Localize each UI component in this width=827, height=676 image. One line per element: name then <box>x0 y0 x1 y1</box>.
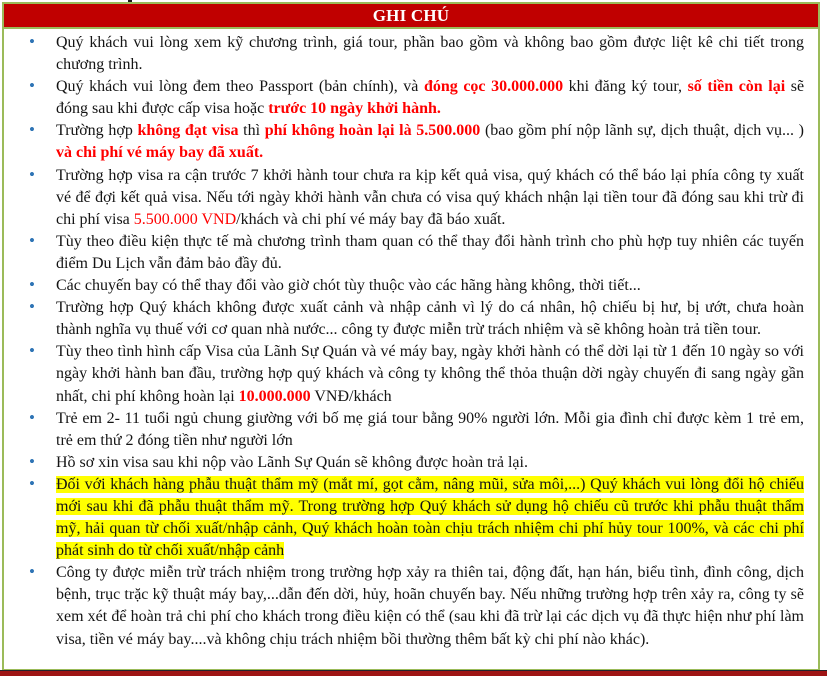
bullet-icon: • <box>29 407 35 427</box>
note-text <box>56 476 804 559</box>
list-item <box>4 120 804 164</box>
note-text-segment: Đối với khách hàng phẫu thuật thẩm mỹ (mắt mí, gọt cằm, nâng mũi, sửa môi,...) Quý khách vui lòng đổi hộ chiếu mới sau khi đã phẫu thuật thẩm mỹ. Trong trường hợp Quý khách sử dụng hộ chiếu cũ trước khi phẫu thuật thẩm mỹ, hải quan từ chối xuất/nhập cảnh, Quý khách hoàn toàn chịu trách nhiệm chi phí hủy tour 100%, và các chi phí phát sinh do từ chối xuất/nhập cảnh <box>56 475 804 560</box>
note-text <box>56 277 641 294</box>
note-text-emphasis: 5.500.000 VND <box>133 210 237 228</box>
note-text-segment: Trường hợp <box>56 122 138 140</box>
note-text-segment: Công ty được miễn trừ trách nhiệm trong trường hợp xảy ra thiên tai, động đất, hạn hán, biểu tình, đình công, dịch bệnh, trục trặc kỹ thuật máy bay,...dẫn đến dời, hủy, hoãn chuyến bay. Nếu những trường hợp trên xảy ra, công ty sẽ xem xét để hoàn trả chi phí cho khách trong điều kiện có thể (sau khi đã trừ lại các dịch vụ đã thực hiện như phí làm visa, tiền vé máy bay....và không chịu trách nhiệm bồi thường thêm bất kỳ chi phí nào khác). <box>56 564 804 648</box>
note-text-emphasis: không đạt visa <box>137 122 239 140</box>
note-text <box>56 78 804 117</box>
note-text-segment: Trẻ em 2- 11 tuổi ngủ chung giường với bố mẹ giá tour bằng 90% người lớn. Mỗi gia đình chỉ được kèm 1 trẻ em, trẻ em thứ 2 đóng tiền như người lớn <box>56 409 804 449</box>
list-item <box>4 297 804 341</box>
list-item <box>4 474 804 562</box>
list-item <box>4 275 804 297</box>
note-text-segment: VNĐ/khách <box>310 387 392 405</box>
list-item <box>4 408 804 452</box>
bullet-icon: • <box>29 473 35 493</box>
notes-title: GHI CHÚ <box>372 5 450 25</box>
bullet-icon: • <box>29 230 35 250</box>
note-text-segment: Quý khách vui lòng xem kỹ chương trình, giá tour, phần bao gồm và không bao gồm được liệt kê chi tiết trong chương trình. <box>56 34 804 74</box>
note-text-segment: sẽ đóng sau khi được cấp visa hoặc <box>56 78 805 118</box>
note-text-emphasis: 10.000.000 <box>238 387 311 405</box>
note-text-emphasis: số tiền còn lại <box>687 78 786 96</box>
bullet-icon: • <box>29 76 35 96</box>
bullet-icon: • <box>29 275 35 295</box>
bullet-icon: • <box>29 562 35 582</box>
note-text-segment: Quý khách vui lòng đem theo Passport (bản chính), và <box>56 78 424 96</box>
notes-header <box>4 4 818 29</box>
note-text <box>56 564 804 647</box>
bullet-icon: • <box>29 164 35 184</box>
bullet-icon: • <box>29 341 35 361</box>
note-text-segment: Các chuyến bay có thể thay đổi vào giờ chót tùy thuộc vào các hãng hàng không, thời tiết... <box>56 277 641 295</box>
note-text <box>56 343 804 404</box>
bullet-icon: • <box>29 297 35 317</box>
list-item <box>4 452 804 474</box>
note-text-emphasis: trước 10 ngày khởi hành. <box>268 100 441 118</box>
bullet-icon: • <box>29 120 35 140</box>
note-text <box>56 233 804 272</box>
note-text-segment: /khách và chi phí vé máy bay đã báo xuất. <box>236 210 506 228</box>
list-item <box>4 231 804 275</box>
list-item <box>4 562 804 650</box>
note-text <box>56 34 804 73</box>
notes-table <box>2 2 820 671</box>
note-text <box>56 167 804 228</box>
note-text-segment: Tùy theo điều kiện thực tế mà chương trình tham quan có thể thay đổi hành trình cho phù hợp tuy nhiên các tuyến điểm Du Lịch vẫn đảm bảo đầy đủ. <box>56 232 804 272</box>
note-text <box>56 454 528 471</box>
note-text-segment: thì <box>238 122 265 140</box>
note-text-segment: khi đăng ký tour, <box>563 78 688 96</box>
note-text-segment: Tùy theo tình hình cấp Visa của Lãnh Sự Quán và vé máy bay, ngày khởi hành có thể dời lại từ 1 đến 10 ngày so với ngày khởi hành ban đầu, trường hợp quý khách và công ty không thể thỏa thuận dời ngày chuyến đi sang ngày gần nhất, chi phí không hoàn lại <box>56 343 804 405</box>
note-text-emphasis: phí không hoàn lại là 5.500.000 <box>264 122 481 140</box>
list-item <box>4 341 804 407</box>
notes-list <box>4 29 818 651</box>
note-text-emphasis: đóng cọc 30.000.000 <box>423 78 564 96</box>
note-text-emphasis: và chi phí vé máy bay đã xuất. <box>56 144 264 162</box>
note-text <box>56 122 804 161</box>
next-section-divider <box>0 670 827 676</box>
note-text-segment: Trường hợp visa ra cận trước 7 khởi hành tour chưa ra kịp kết quả visa, quý khách có thể báo lại phía công ty xuất vé để đợi kết quả visa. Nếu tới ngày khởi hành vẫn chưa có visa quý khách nhận lại tiền tour đã đóng sau khi trừ đi chi phí visa <box>56 166 804 228</box>
list-item <box>4 76 804 120</box>
list-item <box>4 165 804 231</box>
note-text <box>56 410 804 449</box>
note-text-segment: Hồ sơ xin visa sau khi nộp vào Lãnh Sự Quán sẽ không được hoàn trả lại. <box>56 453 528 471</box>
note-text <box>56 299 804 338</box>
list-item <box>4 32 804 76</box>
bullet-icon: • <box>29 451 35 471</box>
note-text-segment: (bao gồm phí nộp lãnh sự, dịch thuật, dịch vụ... ) <box>480 122 805 140</box>
bullet-icon: • <box>29 32 35 51</box>
note-text-segment: Trường hợp Quý khách không được xuất cảnh và nhập cảnh vì lý do cá nhân, hộ chiếu bị hư, bị ướt, chưa hoàn thành nghĩa vụ thuế với cơ quan nhà nước... công ty được miễn trừ trách nhiệm và sẽ không hoàn trả tiền tour. <box>56 299 804 339</box>
